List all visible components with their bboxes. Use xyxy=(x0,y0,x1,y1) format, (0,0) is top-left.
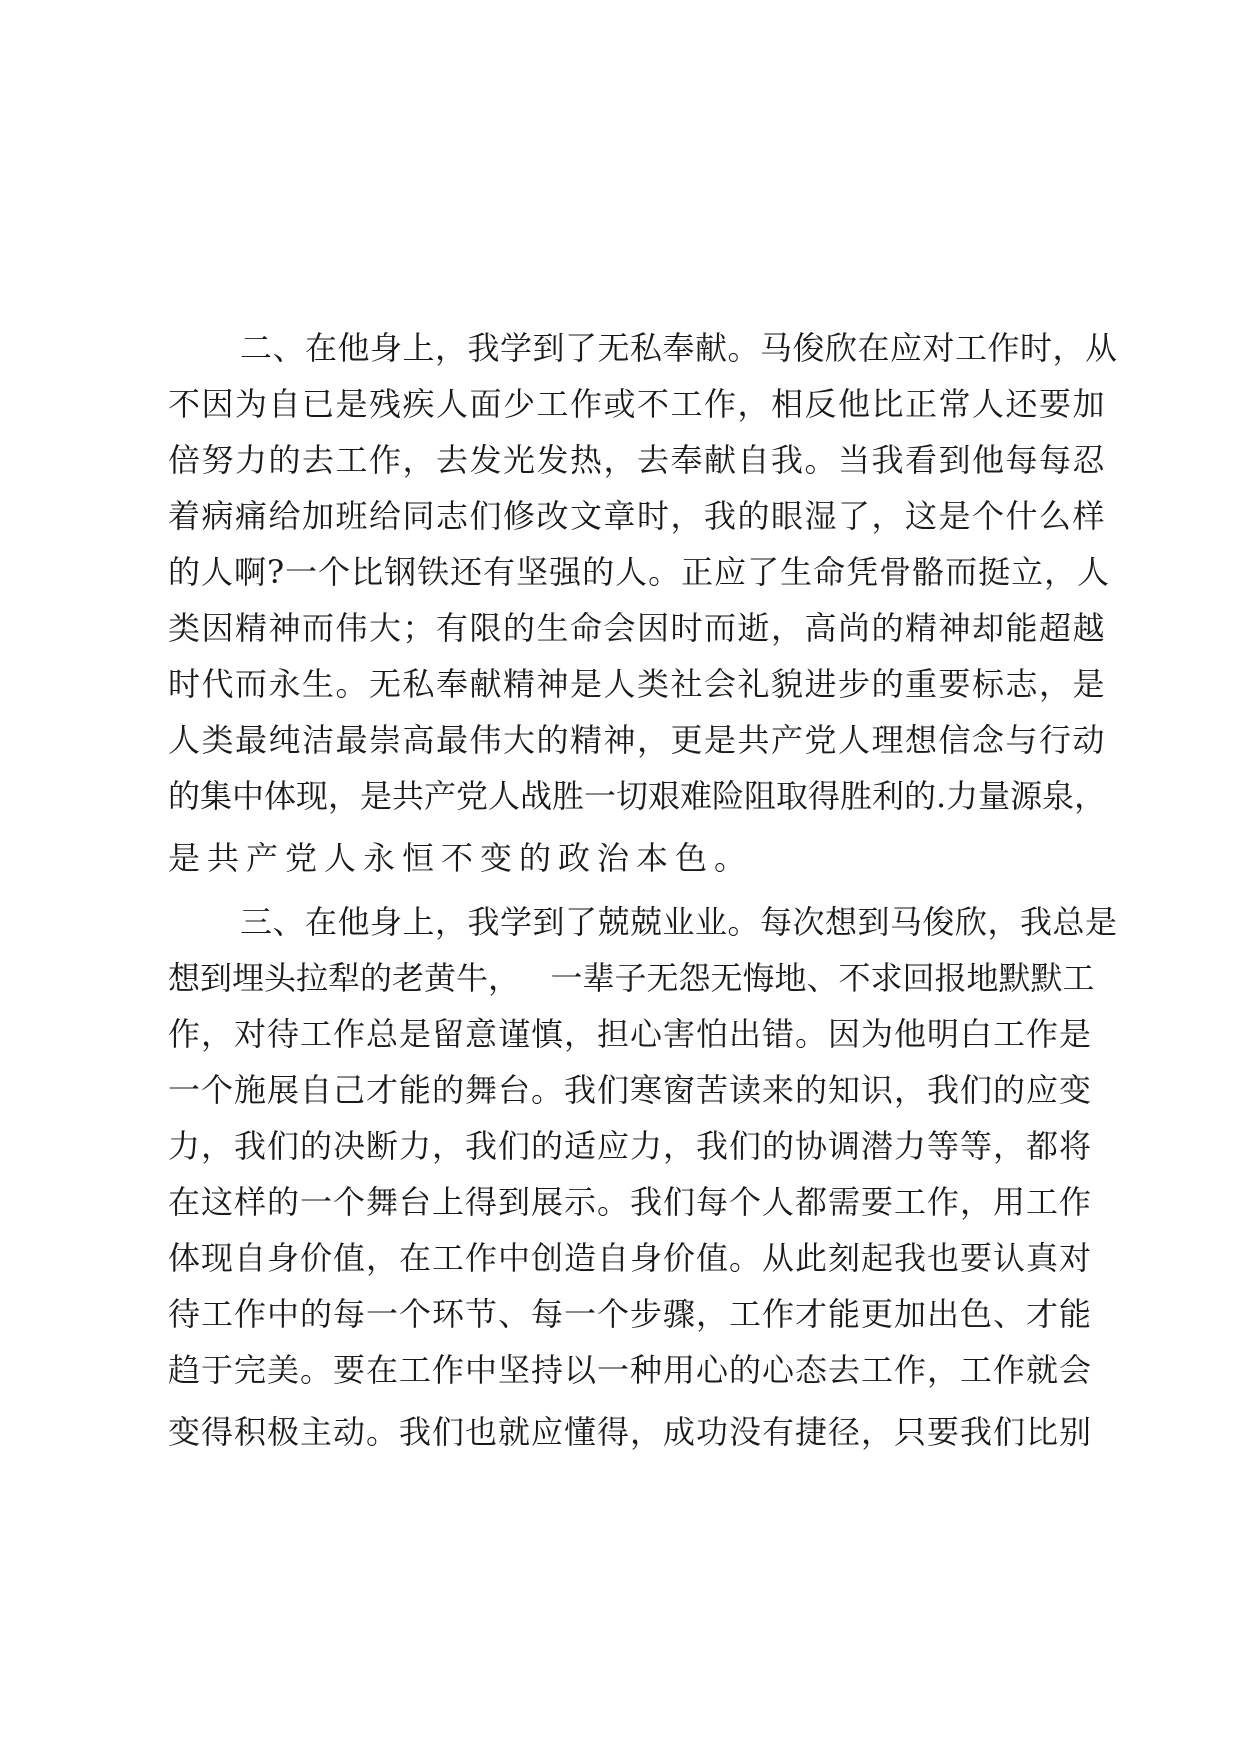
paragraph-2-line-7: 体现自身价值，在工作中创造自身价值。从此刻起我也要认真对 xyxy=(168,1239,1093,1277)
paragraph-1-line-4: 着病痛给加班给同志们修改文章时，我的眼湿了，这是个什么样 xyxy=(168,497,1107,535)
paragraph-2-line-9: 趋于完美。要在工作中坚持以一种用心的心态去工作，工作就会 xyxy=(168,1351,1093,1389)
paragraph-1-line-1: 二、在他身上，我学到了无私奉献。马俊欣在应对工作时，从 xyxy=(240,329,1118,367)
paragraph-1-line-8: 人类最纯洁最崇高最伟大的精神，更是共产党人理想信念与行动 xyxy=(168,721,1107,759)
paragraph-2-line-3: 作，对待工作总是留意谨慎，担心害怕出错。因为他明白工作是 xyxy=(168,1015,1093,1053)
paragraph-2-line-2: 想到埋头拉犁的老黄牛， 一辈子无怨无悔地、不求回报地默默工 xyxy=(168,959,1095,997)
paragraph-1-line-6: 类因精神而伟大；有限的生命会因时而逝，高尚的精神却能超越 xyxy=(168,609,1107,647)
paragraph-2-line-4: 一个施展自己才能的舞台。我们寒窗苦读来的知识，我们的应变 xyxy=(168,1071,1093,1109)
paragraph-1-line-3: 倍努力的去工作，去发光发热，去奉献自我。当我看到他每每忍 xyxy=(168,441,1107,479)
paragraph-1-line-10: 是共产党人永恒不变的政治本色。 xyxy=(168,839,754,877)
paragraph-1-line-2: 不因为自已是残疾人面少工作或不工作，相反他比正常人还要加 xyxy=(168,385,1107,423)
paragraph-2-line-5: 力，我们的决断力，我们的适应力，我们的协调潜力等等，都将 xyxy=(168,1127,1093,1165)
paragraph-2-line-6: 在这样的一个舞台上得到展示。我们每个人都需要工作，用工作 xyxy=(168,1183,1093,1221)
paragraph-2-line-10: 变得积极主动。我们也就应懂得，成功没有捷径，只要我们比别 xyxy=(168,1413,1093,1451)
paragraph-1-line-7: 时代而永生。无私奉献精神是人类社会礼貌进步的重要标志，是 xyxy=(168,665,1107,703)
paragraph-1-line-9: 的集中体现，是共产党人战胜一切艰难险阻取得胜利的.力量源泉， xyxy=(168,777,1107,815)
paragraph-2-line-8: 待工作中的每一个环节、每一个步骤，工作才能更加出色、才能 xyxy=(168,1295,1093,1333)
paragraph-1-line-5: 的人啊?一个比钢铁还有坚强的人。正应了生命凭骨骼而挺立，人 xyxy=(168,553,1111,591)
paragraph-2-line-1: 三、在他身上，我学到了兢兢业业。每次想到马俊欣，我总是 xyxy=(240,903,1118,941)
